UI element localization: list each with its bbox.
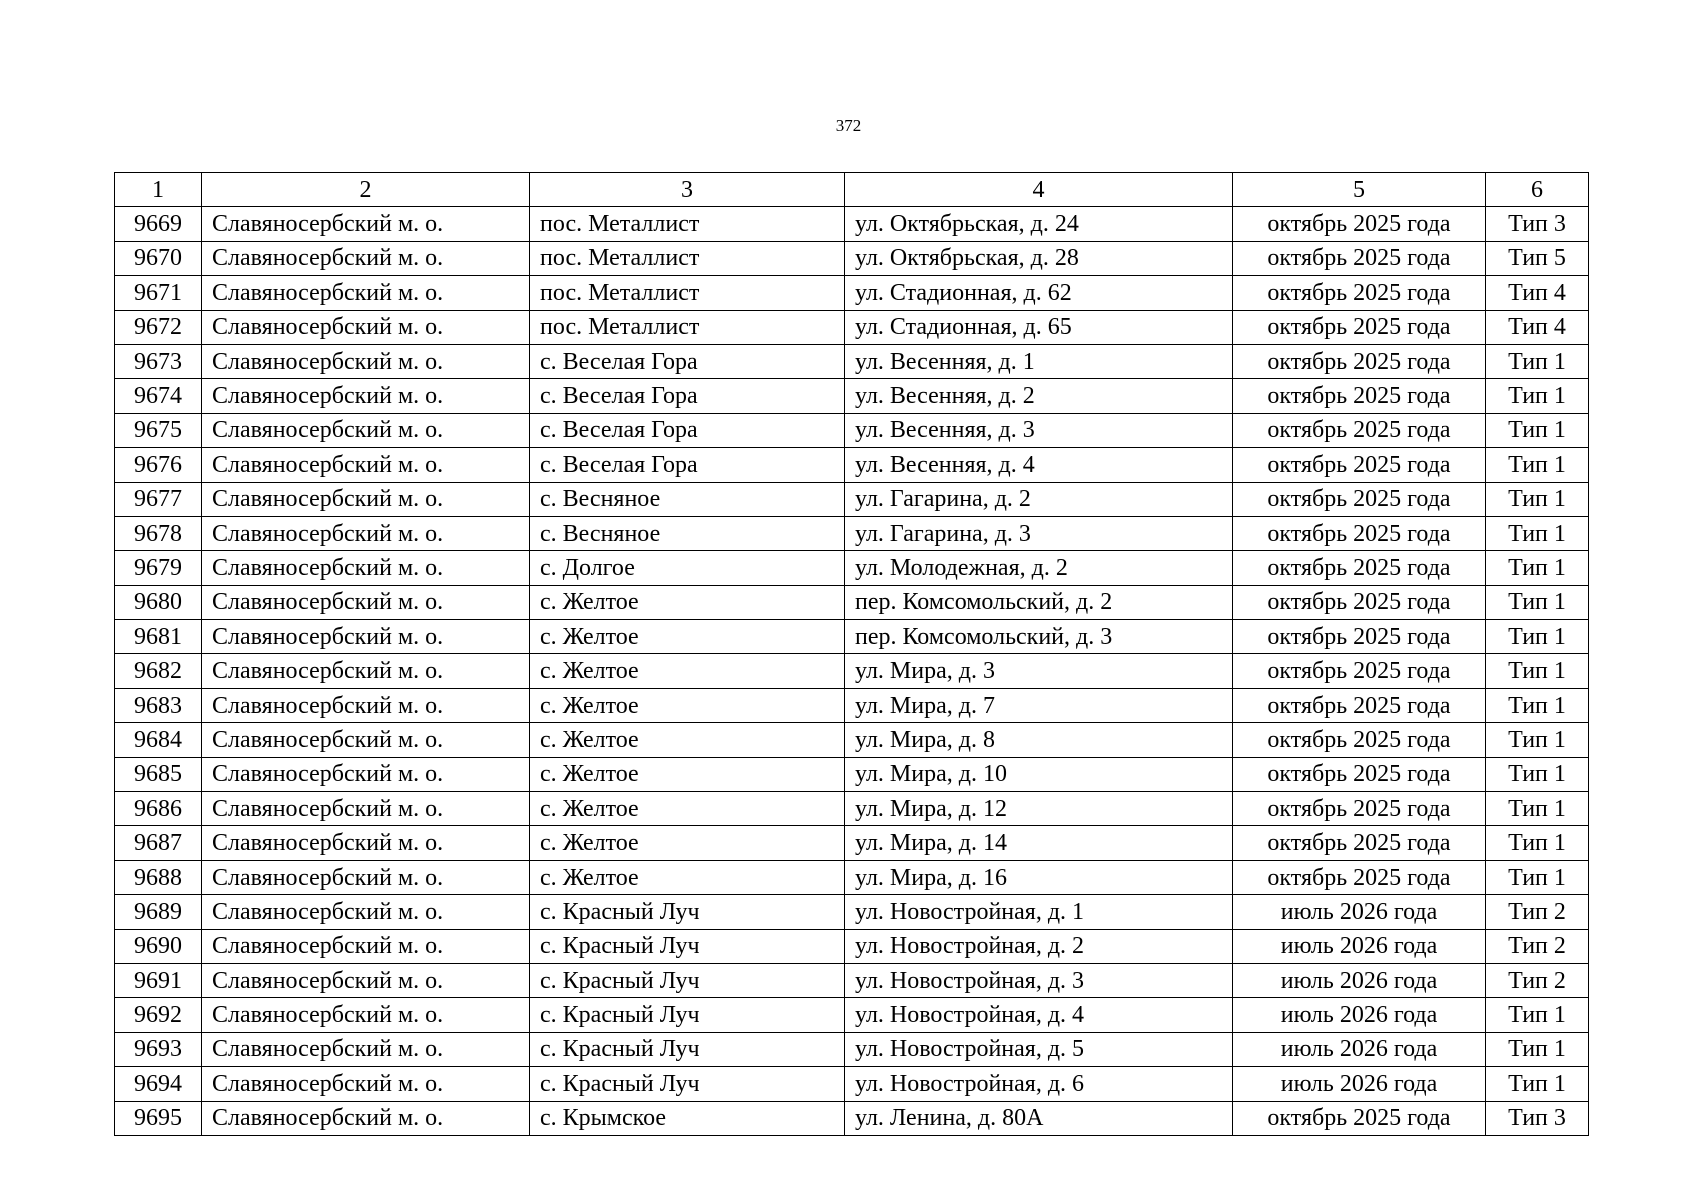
cell-number: 9678: [115, 516, 202, 550]
cell-date: октябрь 2025 года: [1233, 860, 1486, 894]
cell-district: Славяносербский м. о.: [202, 826, 530, 860]
cell-number: 9679: [115, 551, 202, 585]
cell-date: октябрь 2025 года: [1233, 585, 1486, 619]
table-row: [115, 757, 1589, 791]
cell-date: октябрь 2025 года: [1233, 654, 1486, 688]
cell-number: 9692: [115, 998, 202, 1032]
cell-type: Тип 3: [1486, 1101, 1589, 1135]
cell-settlement: с. Желтое: [530, 585, 845, 619]
cell-date: октябрь 2025 года: [1233, 448, 1486, 482]
cell-address: ул. Гагарина, д. 2: [845, 482, 1233, 516]
cell-type: Тип 5: [1486, 241, 1589, 275]
table-row: [115, 448, 1589, 482]
cell-address: ул. Новостройная, д. 1: [845, 895, 1233, 929]
cell-type: Тип 1: [1486, 723, 1589, 757]
cell-type: Тип 4: [1486, 310, 1589, 344]
cell-date: октябрь 2025 года: [1233, 688, 1486, 722]
cell-address: ул. Мира, д. 14: [845, 826, 1233, 860]
cell-district: Славяносербский м. о.: [202, 688, 530, 722]
cell-date: октябрь 2025 года: [1233, 241, 1486, 275]
cell-number: 9683: [115, 688, 202, 722]
cell-type: Тип 1: [1486, 1067, 1589, 1101]
cell-district: Славяносербский м. о.: [202, 241, 530, 275]
cell-date: октябрь 2025 года: [1233, 516, 1486, 550]
cell-type: Тип 2: [1486, 929, 1589, 963]
cell-settlement: с. Красный Луч: [530, 895, 845, 929]
cell-date: июль 2026 года: [1233, 963, 1486, 997]
cell-address: ул. Мира, д. 10: [845, 757, 1233, 791]
column-header: 3: [530, 173, 845, 207]
cell-settlement: с. Желтое: [530, 757, 845, 791]
cell-number: 9669: [115, 207, 202, 241]
cell-date: октябрь 2025 года: [1233, 310, 1486, 344]
cell-address: ул. Мира, д. 12: [845, 792, 1233, 826]
cell-address: пер. Комсомольский, д. 3: [845, 620, 1233, 654]
cell-district: Славяносербский м. о.: [202, 413, 530, 447]
cell-district: Славяносербский м. о.: [202, 448, 530, 482]
cell-address: ул. Стадионная, д. 65: [845, 310, 1233, 344]
cell-address: ул. Октябрьская, д. 24: [845, 207, 1233, 241]
table-row: [115, 688, 1589, 722]
cell-address: ул. Новостройная, д. 3: [845, 963, 1233, 997]
cell-date: октябрь 2025 года: [1233, 723, 1486, 757]
table-row: [115, 723, 1589, 757]
cell-type: Тип 4: [1486, 276, 1589, 310]
cell-district: Славяносербский м. о.: [202, 1067, 530, 1101]
cell-number: 9690: [115, 929, 202, 963]
cell-date: октябрь 2025 года: [1233, 792, 1486, 826]
table-row: [115, 792, 1589, 826]
cell-settlement: с. Крымское: [530, 1101, 845, 1135]
cell-number: 9682: [115, 654, 202, 688]
cell-district: Славяносербский м. о.: [202, 585, 530, 619]
cell-settlement: пос. Металлист: [530, 310, 845, 344]
cell-settlement: с. Желтое: [530, 723, 845, 757]
cell-number: 9686: [115, 792, 202, 826]
table-header-row: [115, 173, 1589, 207]
cell-address: ул. Новостройная, д. 5: [845, 1032, 1233, 1066]
cell-settlement: с. Весняное: [530, 516, 845, 550]
cell-district: Славяносербский м. о.: [202, 654, 530, 688]
cell-number: 9688: [115, 860, 202, 894]
cell-settlement: с. Веселая Гора: [530, 344, 845, 378]
cell-address: ул. Мира, д. 7: [845, 688, 1233, 722]
cell-district: Славяносербский м. о.: [202, 379, 530, 413]
cell-type: Тип 1: [1486, 448, 1589, 482]
table-row: [115, 310, 1589, 344]
cell-number: 9674: [115, 379, 202, 413]
cell-number: 9695: [115, 1101, 202, 1135]
cell-date: октябрь 2025 года: [1233, 344, 1486, 378]
cell-settlement: с. Веселая Гора: [530, 379, 845, 413]
cell-type: Тип 1: [1486, 757, 1589, 791]
cell-district: Славяносербский м. о.: [202, 1032, 530, 1066]
cell-settlement: с. Веселая Гора: [530, 448, 845, 482]
cell-settlement: пос. Металлист: [530, 241, 845, 275]
table-row: [115, 895, 1589, 929]
cell-date: октябрь 2025 года: [1233, 1101, 1486, 1135]
register-table: [114, 172, 1589, 1136]
table-row: [115, 826, 1589, 860]
cell-settlement: с. Желтое: [530, 654, 845, 688]
cell-type: Тип 1: [1486, 654, 1589, 688]
table-row: [115, 620, 1589, 654]
cell-address: ул. Весенняя, д. 4: [845, 448, 1233, 482]
cell-date: октябрь 2025 года: [1233, 276, 1486, 310]
cell-type: Тип 1: [1486, 585, 1589, 619]
cell-type: Тип 1: [1486, 792, 1589, 826]
cell-number: 9694: [115, 1067, 202, 1101]
cell-date: октябрь 2025 года: [1233, 207, 1486, 241]
cell-date: июль 2026 года: [1233, 1032, 1486, 1066]
cell-date: октябрь 2025 года: [1233, 482, 1486, 516]
page-number: 372: [835, 116, 862, 135]
cell-date: июль 2026 года: [1233, 895, 1486, 929]
cell-district: Славяносербский м. о.: [202, 860, 530, 894]
cell-type: Тип 1: [1486, 998, 1589, 1032]
cell-number: 9677: [115, 482, 202, 516]
cell-date: июль 2026 года: [1233, 998, 1486, 1032]
cell-settlement: пос. Металлист: [530, 207, 845, 241]
cell-settlement: с. Красный Луч: [530, 1032, 845, 1066]
cell-address: ул. Мира, д. 8: [845, 723, 1233, 757]
cell-number: 9684: [115, 723, 202, 757]
column-header: 2: [202, 173, 530, 207]
cell-settlement: с. Желтое: [530, 688, 845, 722]
cell-district: Славяносербский м. о.: [202, 551, 530, 585]
table-row: [115, 585, 1589, 619]
cell-address: ул. Гагарина, д. 3: [845, 516, 1233, 550]
cell-type: Тип 2: [1486, 895, 1589, 929]
cell-settlement: с. Весняное: [530, 482, 845, 516]
table-row: [115, 1032, 1589, 1066]
table-row: [115, 516, 1589, 550]
cell-number: 9671: [115, 276, 202, 310]
cell-type: Тип 1: [1486, 344, 1589, 378]
cell-district: Славяносербский м. о.: [202, 895, 530, 929]
cell-district: Славяносербский м. о.: [202, 998, 530, 1032]
cell-type: Тип 1: [1486, 826, 1589, 860]
cell-type: Тип 3: [1486, 207, 1589, 241]
cell-type: Тип 1: [1486, 860, 1589, 894]
cell-type: Тип 1: [1486, 516, 1589, 550]
cell-settlement: с. Желтое: [530, 792, 845, 826]
table-row: [115, 998, 1589, 1032]
cell-district: Славяносербский м. о.: [202, 516, 530, 550]
cell-settlement: пос. Металлист: [530, 276, 845, 310]
cell-date: июль 2026 года: [1233, 1067, 1486, 1101]
cell-date: октябрь 2025 года: [1233, 620, 1486, 654]
cell-address: ул. Молодежная, д. 2: [845, 551, 1233, 585]
column-header: 6: [1486, 173, 1589, 207]
cell-address: ул. Весенняя, д. 2: [845, 379, 1233, 413]
cell-address: ул. Весенняя, д. 1: [845, 344, 1233, 378]
cell-number: 9685: [115, 757, 202, 791]
cell-type: Тип 1: [1486, 379, 1589, 413]
cell-address: ул. Ленина, д. 80А: [845, 1101, 1233, 1135]
cell-address: пер. Комсомольский, д. 2: [845, 585, 1233, 619]
cell-district: Славяносербский м. о.: [202, 963, 530, 997]
column-header: 4: [845, 173, 1233, 207]
cell-number: 9680: [115, 585, 202, 619]
cell-type: Тип 1: [1486, 620, 1589, 654]
cell-settlement: с. Желтое: [530, 860, 845, 894]
table-row: [115, 207, 1589, 241]
cell-type: Тип 1: [1486, 482, 1589, 516]
column-header: 5: [1233, 173, 1486, 207]
cell-address: ул. Октябрьская, д. 28: [845, 241, 1233, 275]
table-body: [115, 207, 1589, 1136]
cell-settlement: с. Долгое: [530, 551, 845, 585]
cell-number: 9672: [115, 310, 202, 344]
cell-number: 9670: [115, 241, 202, 275]
cell-settlement: с. Красный Луч: [530, 1067, 845, 1101]
cell-address: ул. Весенняя, д. 3: [845, 413, 1233, 447]
cell-date: июль 2026 года: [1233, 929, 1486, 963]
cell-address: ул. Стадионная, д. 62: [845, 276, 1233, 310]
cell-district: Славяносербский м. о.: [202, 1101, 530, 1135]
cell-district: Славяносербский м. о.: [202, 344, 530, 378]
table-row: [115, 413, 1589, 447]
cell-type: Тип 1: [1486, 551, 1589, 585]
cell-district: Славяносербский м. о.: [202, 207, 530, 241]
cell-district: Славяносербский м. о.: [202, 929, 530, 963]
cell-district: Славяносербский м. о.: [202, 482, 530, 516]
cell-settlement: с. Красный Луч: [530, 963, 845, 997]
cell-number: 9676: [115, 448, 202, 482]
cell-settlement: с. Желтое: [530, 620, 845, 654]
table-row: [115, 1101, 1589, 1135]
table-row: [115, 551, 1589, 585]
table-row: [115, 379, 1589, 413]
cell-number: 9675: [115, 413, 202, 447]
cell-number: 9691: [115, 963, 202, 997]
cell-date: октябрь 2025 года: [1233, 551, 1486, 585]
table-row: [115, 929, 1589, 963]
cell-date: октябрь 2025 года: [1233, 757, 1486, 791]
table-row: [115, 241, 1589, 275]
cell-settlement: с. Красный Луч: [530, 929, 845, 963]
cell-district: Славяносербский м. о.: [202, 792, 530, 826]
column-header: 1: [115, 173, 202, 207]
cell-district: Славяносербский м. о.: [202, 723, 530, 757]
cell-date: октябрь 2025 года: [1233, 379, 1486, 413]
cell-district: Славяносербский м. о.: [202, 310, 530, 344]
cell-number: 9687: [115, 826, 202, 860]
cell-type: Тип 1: [1486, 1032, 1589, 1066]
cell-number: 9673: [115, 344, 202, 378]
cell-district: Славяносербский м. о.: [202, 276, 530, 310]
table-row: [115, 654, 1589, 688]
cell-district: Славяносербский м. о.: [202, 757, 530, 791]
cell-number: 9689: [115, 895, 202, 929]
table-row: [115, 276, 1589, 310]
cell-date: октябрь 2025 года: [1233, 826, 1486, 860]
table-row: [115, 482, 1589, 516]
cell-address: ул. Новостройная, д. 6: [845, 1067, 1233, 1101]
cell-address: ул. Мира, д. 3: [845, 654, 1233, 688]
cell-date: октябрь 2025 года: [1233, 413, 1486, 447]
table-row: [115, 963, 1589, 997]
cell-settlement: с. Желтое: [530, 826, 845, 860]
table-row: [115, 860, 1589, 894]
table-row: [115, 1067, 1589, 1101]
cell-address: ул. Мира, д. 16: [845, 860, 1233, 894]
cell-address: ул. Новостройная, д. 2: [845, 929, 1233, 963]
cell-type: Тип 1: [1486, 688, 1589, 722]
cell-address: ул. Новостройная, д. 4: [845, 998, 1233, 1032]
cell-district: Славяносербский м. о.: [202, 620, 530, 654]
cell-settlement: с. Красный Луч: [530, 998, 845, 1032]
table-row: [115, 344, 1589, 378]
cell-type: Тип 2: [1486, 963, 1589, 997]
cell-settlement: с. Веселая Гора: [530, 413, 845, 447]
cell-type: Тип 1: [1486, 413, 1589, 447]
cell-number: 9693: [115, 1032, 202, 1066]
cell-number: 9681: [115, 620, 202, 654]
